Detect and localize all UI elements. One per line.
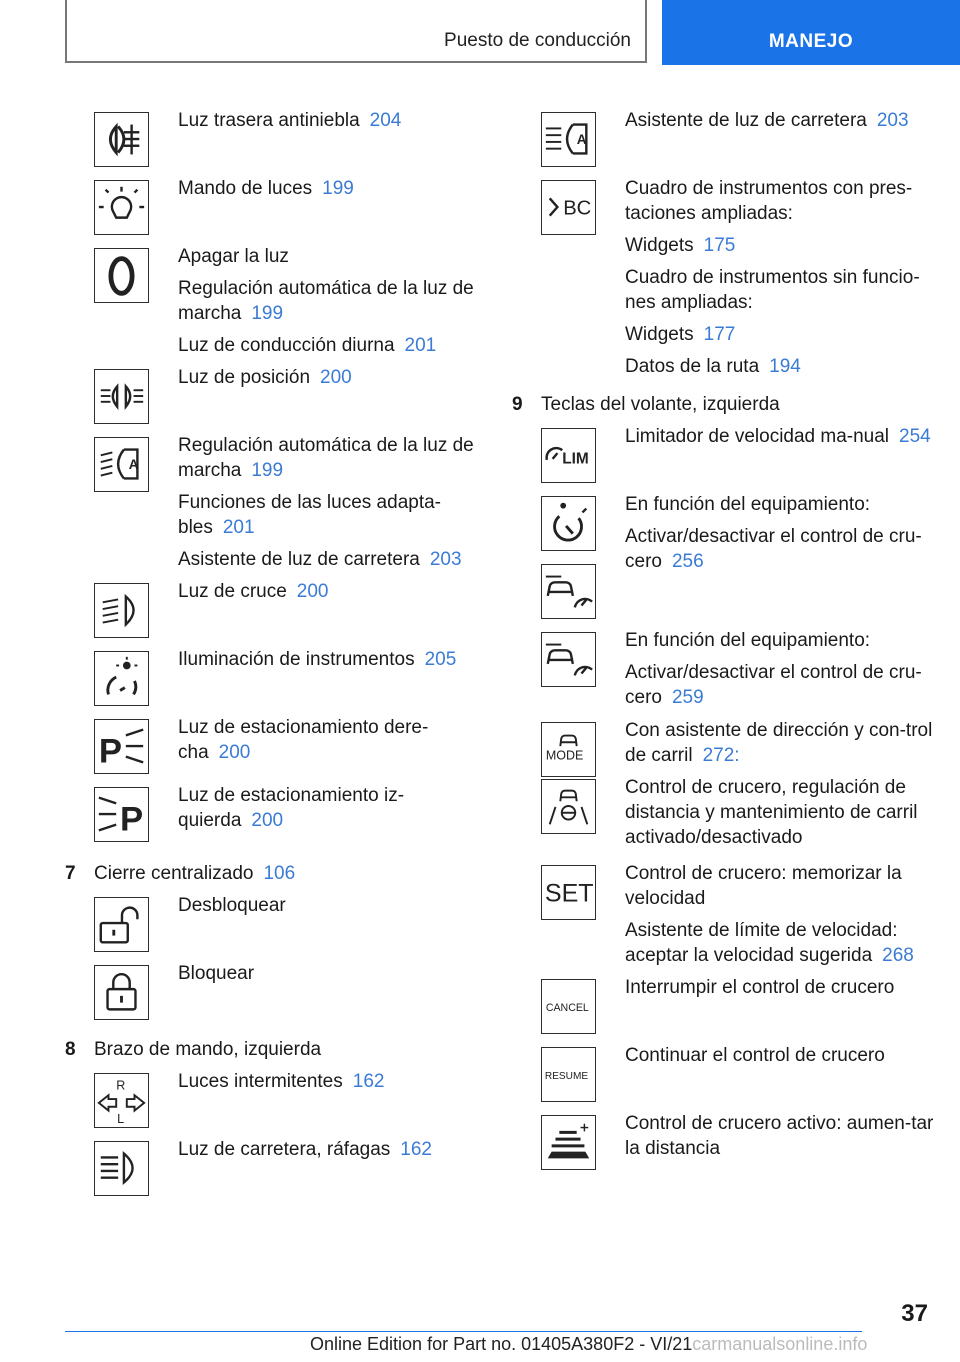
svg-text:LIM: LIM <box>562 450 589 468</box>
page-ref-link[interactable]: 201 <box>404 335 437 356</box>
page-section-title: Puesto de conducción <box>444 30 631 51</box>
high-beam-assist-icon <box>541 112 596 167</box>
section-9 <box>512 392 936 424</box>
entry-text: Luz de cruce 200 <box>178 581 329 602</box>
entry-text: En función del equipamiento: <box>625 494 871 515</box>
entry-text: Asistente de luz de carretera 203 <box>625 110 909 131</box>
svg-text:L: L <box>117 1112 125 1127</box>
cancel-button-icon <box>541 979 596 1034</box>
watermark: carmanualsonline.info <box>692 1334 868 1354</box>
chapter-tab[interactable] <box>662 0 960 65</box>
unlock-icon <box>94 897 149 952</box>
parking-light-right-icon <box>94 719 149 774</box>
distance-cruise-icon <box>541 564 596 619</box>
entry-parking-lights <box>94 365 484 433</box>
page-ref-link[interactable]: 199 <box>251 460 284 481</box>
page-ref-link[interactable]: 259 <box>671 687 704 708</box>
entry-high-beam-assist <box>541 108 936 176</box>
entry-distance-cruise-2 <box>541 628 936 718</box>
entry-turn-signal <box>94 1069 484 1137</box>
low-beam-icon <box>94 583 149 638</box>
svg-text:CANCEL: CANCEL <box>545 1001 589 1014</box>
page-ref-link[interactable]: 200 <box>320 367 352 388</box>
svg-text:A: A <box>576 131 587 147</box>
page-ref-link[interactable]: 199 <box>322 178 354 199</box>
rear-fog-light-icon <box>94 112 149 167</box>
entry-text: Luces intermitentes 162 <box>178 1071 385 1092</box>
footer-divider <box>65 1331 862 1332</box>
right-column <box>512 108 936 1179</box>
entry-text: Luz de estacionamiento iz-quierda 200 <box>178 785 405 831</box>
page-ref-link[interactable]: 175 <box>703 235 736 256</box>
entry-cancel-button <box>541 975 936 1043</box>
section-7 <box>65 861 484 893</box>
entry-lane-assist <box>541 775 936 861</box>
left-column <box>65 108 484 1205</box>
lane-assist-icon <box>541 779 596 834</box>
svg-text:BC: BC <box>563 197 592 220</box>
entry-text: Luz trasera antiniebla 204 <box>178 110 402 131</box>
entry-parking-light-left <box>94 783 484 861</box>
entry-text: Activar/desactivar el control de cru-cero 259 <box>625 662 922 708</box>
cruise-control-icon <box>541 496 596 551</box>
entry-text: Cuadro de instrumentos con pres-taciones ampliadas: <box>625 178 913 224</box>
auto-headlight-icon <box>94 437 149 492</box>
page-ref-link[interactable]: 162 <box>400 1139 432 1160</box>
entry-text: Regulación automática de la luz de marcha 199 <box>178 435 474 481</box>
entry-text: Mando de luces 199 <box>178 178 354 199</box>
entry-text: Bloquear <box>178 963 255 984</box>
entry-text: En función del equipamiento: <box>625 630 871 651</box>
entry-instrument-lighting <box>94 647 484 715</box>
page-ref-link[interactable]: 256 <box>671 551 704 572</box>
section-number: 9 <box>512 394 523 415</box>
page-ref-link[interactable]: 201 <box>222 517 255 538</box>
entry-set-button <box>541 861 936 975</box>
entry-distance-increase <box>541 1111 936 1179</box>
set-button-icon <box>541 865 596 920</box>
turn-signal-icon <box>94 1073 149 1128</box>
entry-distance-cruise <box>541 560 936 628</box>
section-title: Teclas del volante, izquierda <box>541 394 780 415</box>
page-ref-link[interactable]: 200 <box>218 742 251 763</box>
entry-text: Asistente de luz de carretera 203 <box>178 549 462 570</box>
page-number: 37 <box>901 1300 928 1327</box>
section-number: 7 <box>65 863 76 884</box>
section-8 <box>65 1037 484 1069</box>
entry-rear-fog <box>94 108 484 176</box>
svg-text:SET: SET <box>544 879 594 908</box>
entry-unlock <box>94 893 484 961</box>
bc-button-icon <box>541 180 596 235</box>
entry-text: Asistente de límite de velocidad: aceptar la velocidad sugerida 268 <box>625 920 914 966</box>
entry-text: Con asistente de dirección y con-trol de carril 272: <box>625 720 933 766</box>
entry-text: Widgets 175 <box>625 235 736 256</box>
svg-text:P: P <box>98 732 122 771</box>
page-ref-link[interactable]: 272: <box>702 745 740 766</box>
page-ref-link[interactable]: 194 <box>769 356 801 377</box>
entry-text: Iluminación de instrumentos 205 <box>178 649 457 670</box>
entry-text: Luz de posición 200 <box>178 367 352 388</box>
entry-low-beam <box>94 579 484 647</box>
entry-text: Datos de la ruta 194 <box>625 356 801 377</box>
mode-button-icon <box>541 722 596 777</box>
entry-text: Continuar el control de crucero <box>625 1045 885 1066</box>
entry-parking-light-right <box>94 715 484 783</box>
entry-text: Control de crucero activo: aumen-tar la distancia <box>625 1113 934 1159</box>
section-title: Brazo de mando, izquierda <box>94 1039 322 1060</box>
page-ref-link[interactable]: 205 <box>424 649 457 670</box>
entry-text: Activar/desactivar el control de cru-cero 256 <box>625 526 922 572</box>
instrument-lighting-icon <box>94 651 149 706</box>
entry-cruise-control <box>541 492 936 572</box>
distance-cruise-icon-2 <box>541 632 596 687</box>
chapter-tab-label: MANEJO <box>768 31 854 52</box>
entry-text: Desbloquear <box>178 895 286 916</box>
entry-lock <box>94 961 484 1037</box>
entry-text: Control de crucero, regulación de distancia y mantenimiento de carril activado/desactivado <box>625 777 918 848</box>
page-ref-link[interactable]: 204 <box>369 110 402 131</box>
entry-resume-button <box>541 1043 936 1111</box>
entry-text: Funciones de las luces adapta-bles 201 <box>178 492 441 538</box>
page-ref-link[interactable]: 203 <box>429 549 462 570</box>
parking-lights-icon <box>94 369 149 424</box>
light-switch-icon <box>94 180 149 235</box>
svg-text:R: R <box>116 1078 126 1093</box>
entry-speed-limiter <box>541 424 936 492</box>
resume-button-icon <box>541 1047 596 1102</box>
high-beam-icon <box>94 1141 149 1196</box>
entry-text: Control de crucero: memorizar la velocidad <box>625 863 902 909</box>
page-ref-link[interactable]: 200 <box>296 581 329 602</box>
svg-text:P: P <box>120 800 144 839</box>
svg-text:RESUME: RESUME <box>544 1070 589 1082</box>
entry-text: Apagar la luz <box>178 246 289 267</box>
entry-mode-button <box>541 718 936 775</box>
speed-limiter-icon <box>541 428 596 483</box>
section-title: Cierre centralizado <box>94 863 254 884</box>
entry-high-beam <box>94 1137 484 1205</box>
entry-text: Luz de carretera, ráfagas 162 <box>178 1139 432 1160</box>
page-ref-link[interactable]: 162 <box>352 1071 385 1092</box>
lock-icon <box>94 965 149 1020</box>
header-box <box>65 0 647 63</box>
entry-auto-headlight <box>94 433 484 579</box>
page-ref-link[interactable]: 106 <box>263 863 296 884</box>
entry-text: Widgets 177 <box>625 324 736 345</box>
page-ref-link[interactable]: 199 <box>251 303 284 324</box>
entry-light-switch <box>94 176 484 244</box>
entry-text: Regulación automática de la luz de marcha 199 <box>178 278 474 324</box>
entry-text: Limitador de velocidad ma-nual 254 <box>625 426 931 447</box>
page-ref-link[interactable]: 203 <box>876 110 909 131</box>
svg-text:MODE: MODE <box>545 748 584 763</box>
entry-bc-button <box>541 176 936 392</box>
page-ref-link[interactable]: 254 <box>899 426 931 447</box>
lights-off-icon <box>94 248 149 303</box>
page-ref-link[interactable]: 268 <box>882 945 914 966</box>
section-number: 8 <box>65 1039 76 1060</box>
entry-lights-off <box>94 244 484 365</box>
entry-text: Luz de conducción diurna 201 <box>178 335 437 356</box>
page-ref-link[interactable]: 200 <box>251 810 284 831</box>
footer-edition: Online Edition for Part no. 01405A380F2 - VI/21carmanualsonline.info <box>310 1334 868 1354</box>
entry-text: Interrumpir el control de crucero <box>625 977 895 998</box>
parking-light-left-icon <box>94 787 149 842</box>
svg-text:A: A <box>128 456 139 472</box>
distance-increase-icon <box>541 1115 596 1170</box>
page-ref-link[interactable]: 177 <box>703 324 736 345</box>
entry-text: Cuadro de instrumentos sin funcio-nes ampliadas: <box>625 267 920 313</box>
entry-text: Luz de estacionamiento dere-cha 200 <box>178 717 429 763</box>
